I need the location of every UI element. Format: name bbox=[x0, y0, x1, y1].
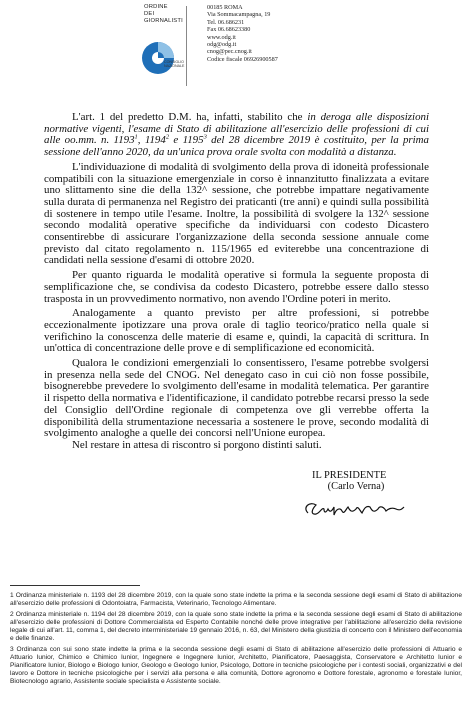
address-city: 00185 ROMA bbox=[207, 4, 243, 11]
logo-subtitle-line: CONSIGLIO bbox=[164, 60, 184, 64]
paragraph-6: Nel restare in attesa di riscontro si porgono distinti saluti. bbox=[72, 438, 322, 451]
org-name-line: ORDINE bbox=[144, 4, 168, 10]
contact-block bbox=[207, 4, 278, 63]
handwritten-signature bbox=[300, 497, 408, 521]
footnote-3: 3 Ordinanza con sui sono state indette la prima e la seconda sessione degli esami di Stato di abilitazione all'esercizio delle professioni di Attuario e Attuario Iunior, Chimico e Chimico Iunior, Ingegnere e Ingegnere Iunior, Architetto, Pianificatore, Paesaggista, Conservatore e Architetto Iunior e Pianificatore Iunior, Biologo e Biologo Iunior, Geologo e Geologo Iunior, Psicologo, Dottore in tecniche psicologiche per i contesti sociali, organizzativi e del lavoro e Dottore in tecniche psicologiche per i servizi alla persona e alla comunità, Dottore agronomo e Dottore forestale, agronomo e forestale Iunior, Biotecnologo agrario, Assistente sociale specialista e Assistente sociale. bbox=[10, 646, 462, 685]
org-name-line: DEI bbox=[144, 11, 155, 17]
letter-body bbox=[44, 112, 429, 455]
logo-subtitle-line: NAZIONALE bbox=[164, 64, 185, 69]
logo-subtitle bbox=[164, 60, 184, 68]
address-street: Via Sommacampagna, 19 bbox=[207, 11, 271, 19]
signer-title: IL PRESIDENTE bbox=[312, 470, 387, 481]
signer-name: (Carlo Verna) bbox=[327, 481, 385, 493]
p1-text: L'art. 1 del predetto D.M. ha, infatti, stabilito che bbox=[72, 111, 308, 123]
footnote-ref-1[interactable]: 1 bbox=[134, 133, 138, 141]
footnote-2: 2 Ordinanza ministeriale n. 1194 del 28 dicembre 2019, con la quale sono state indette la prima e la seconda sessione degli esami di Stato di abilitazione all'esercizio delle professioni di Dottore Commercialista ed Esperto Contabile nonché delle prove integrative per l'abilitazione all'esercizio della revisione legale di cui all'art. 11, comma 1, del decreto interministeriale 19 gennaio 2016, n. 63, del Ministero della giustizia di concerto con il Ministero dell'economia e delle finanze. bbox=[10, 611, 462, 642]
signature-block bbox=[296, 470, 416, 493]
paragraph-2: L'individuazione di modalità di svolgimento della prova di idoneità professionale compatibili con la situazione emergenziale in corso è innanzitutto finalizzata a evitare uno slittamento sine die della 132^ sessione, che potrebbe impattare negativamente sulla durata di permanenza nel Registro dei praticanti (tre anni) e quindi sulla possibilità di sostenere in tempo utile l'esame. Inoltre, la possibilità di svolgere la 132^ sessione secondo modalità operative specifiche da individuarsi con codesto Dicastero consentirebbe di assicurare l'organizzazione della seconda sessione annuale come previsto dal citato regolamento n. 115/1965 ed eviterebbe una concentrazione di candidati nella sessione d'esami di ottobre 2020. bbox=[44, 160, 429, 267]
p1-italic-text: e 1195 bbox=[169, 134, 204, 147]
paragraph-5: Qualora le condizioni emergenziali lo consentissero, l'esame potrebbe svolgersi in presenza nella sede del CNOG. Nel denegato caso in cui ciò non fosse possibile, bisognerebbe prevedere lo svolgimento dell'esame in modalità telematica. Per garantire il rispetto della normativa e l'identificazione, il candidato potrebbe recarsi presso la sede del Consiglio dell'Ordine regionale di competenza ove gli verrebbe offerta la disponibilità della strumentazione necessaria a sostenere le prove, secondo modalità di svolgimento analoghe a quelle dei concorsi nell'Unione europea. bbox=[44, 357, 429, 440]
footnote-separator bbox=[10, 585, 140, 586]
paragraph-4: Analogamente a quanto previsto per altre professioni, si potrebbe eccezionalmente ipotizzare una prova orale di taglio teorico/pratico nella quale si verifichino la conoscenza delle materie di esame e, quindi, la capacità di scrittura. In un'ottica di concentrazione delle prove e di semplificazione ed economicità. bbox=[44, 307, 429, 355]
footnote-1: 1 Ordinanza ministeriale n. 1193 del 28 dicembre 2019, con la quale sono state indette la prima e la seconda sessione degli esami di Stato di abilitazione all'esercizio delle professioni di Odontoiatra, Farmacista, Veterinario, Tecnologo Alimentare. bbox=[10, 592, 462, 607]
footnote-ref-2[interactable]: 2 bbox=[165, 133, 170, 141]
p1-italic-text: in deroga alle disposizioni normative vigenti, l'esame di Stato di abilitazione all'esercizio delle professioni di cui alle oo.mm. n. 1193 bbox=[44, 111, 429, 147]
paragraph-1 bbox=[44, 112, 429, 159]
header-divider bbox=[186, 6, 187, 86]
odg-logo-icon bbox=[140, 36, 190, 80]
footnotes bbox=[10, 592, 462, 689]
org-name bbox=[144, 4, 183, 25]
phone: Tel. 06.686231 bbox=[207, 18, 245, 26]
tax-code: Codice fiscale 06926900587 bbox=[207, 55, 278, 63]
paragraph-3: Per quanto riguarda le modalità operative si formula la seguente proposta di semplificazione che, se condivisa da codesto Dicastero, potrebbe essere dallo stesso trasposta in un provvedimento normativo, non avendo l'Ordine poteri in merito. bbox=[44, 269, 429, 305]
email-link[interactable]: odg@odg.it bbox=[207, 41, 237, 49]
org-name-line: GIORNALISTI bbox=[144, 18, 183, 24]
website-link[interactable]: www.odg.it bbox=[207, 33, 236, 41]
footnote-ref-3[interactable]: 3 bbox=[203, 133, 207, 141]
pec-email-link[interactable]: cnog@pec.cnog.it bbox=[207, 48, 252, 56]
fax: Fax 06.68623380 bbox=[207, 26, 251, 34]
letterhead bbox=[0, 0, 470, 96]
p1-italic-text: , 1194 bbox=[137, 134, 166, 147]
p1-italic-text: del 28 dicembre 2019 è costituito, per la prima sessione dell'anno 2020, da un'unica prova orale svolta con modalità a distanza. bbox=[44, 134, 429, 159]
